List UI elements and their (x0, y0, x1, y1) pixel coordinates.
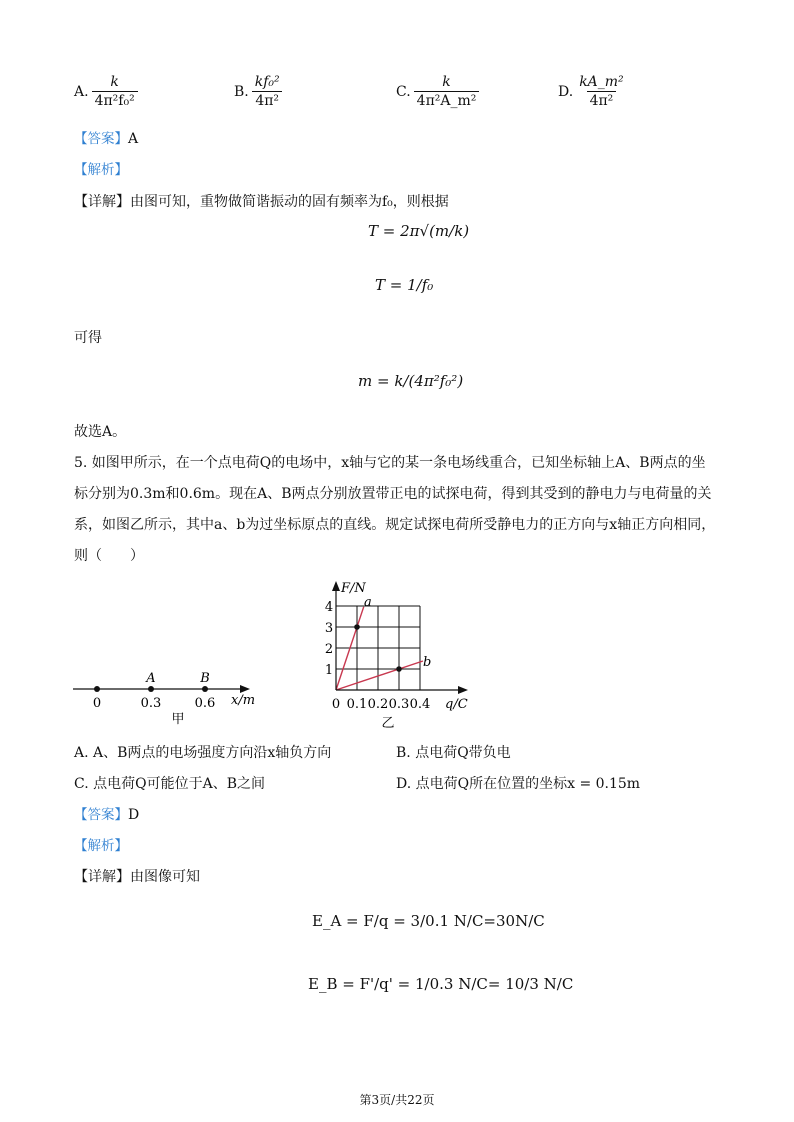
answer-value: D (128, 807, 140, 823)
label-point-b: B (200, 671, 210, 686)
option-5a: A. A、B两点的电场强度方向沿x轴负方向 (74, 745, 332, 761)
option-label: C. (396, 83, 411, 100)
x-tick-label: 0 (331, 697, 341, 712)
analysis-line-5 (74, 835, 128, 857)
tick-label: 0.6 (194, 696, 216, 711)
x-tick-label: 0.2 (367, 697, 389, 712)
answer-line-4 (74, 128, 138, 150)
detail-line-5 (74, 866, 200, 888)
y-tick-label: 2 (324, 642, 334, 657)
figure-caption-jia: 甲 (171, 712, 185, 727)
figure-jia (70, 660, 270, 730)
tick-label: 0.3 (140, 696, 162, 711)
x-axis-arrow-icon (458, 686, 468, 694)
option-label: A. (74, 83, 89, 100)
data-point-a (354, 624, 360, 630)
line-a-label: a (364, 595, 372, 610)
point-a (148, 686, 154, 692)
x-tick-label: 0.4 (409, 697, 431, 712)
frac-num: kf₀² (254, 74, 280, 90)
equation-mass: m = k/(4π²f₀²) (358, 372, 464, 390)
equation-field-b: E_B = F'/q' = 1/0.3 N/C= 10/3 N/C (308, 975, 574, 993)
point-b (202, 686, 208, 692)
axis-label-x: x/m (231, 693, 256, 708)
detail-tag: 【详解】 (74, 194, 130, 210)
x-axis-label: q/C (445, 697, 468, 712)
frac-num: kA_m² (579, 74, 624, 90)
tick-label: 0 (92, 696, 102, 711)
figure-caption-yi: 乙 (381, 716, 395, 731)
answer-tag: 【答案】 (74, 131, 128, 147)
question-5-line-3: 系，如图乙所示，其中a、b为过坐标原点的直线。规定试探电荷所受静电力的正方向与x轴正方向相同， (74, 517, 716, 533)
analysis-tag: 【解析】 (74, 838, 128, 854)
y-tick-label: 1 (324, 663, 334, 678)
y-axis-label: F/N (341, 581, 366, 596)
equation-field-a: E_A = F/q = 3/0.1 N/C=30N/C (312, 912, 545, 930)
answer-tag: 【答案】 (74, 807, 128, 823)
y-tick-label: 3 (324, 621, 334, 636)
detail-tag: 【详解】 (74, 869, 130, 885)
option-5b: B. 点电荷Q带负电 (396, 745, 511, 761)
y-axis-arrow-icon (332, 581, 340, 591)
option-4c (396, 74, 482, 109)
question-5-line-1: 5. 如图甲所示，在一个点电荷Q的电场中，x轴与它的某一条电场线重合，已知坐标轴上A、B两点的坐 (74, 455, 706, 471)
question-5-line-2: 标分别为0.3m和0.6m。现在A、B两点分别放置带正电的试探电荷，得到其受到的静电力与电荷量的关 (74, 486, 712, 502)
analysis-tag: 【解析】 (74, 162, 128, 178)
figure-yi (320, 575, 480, 740)
frac-den: 4π² (587, 91, 617, 109)
series-line-b (336, 661, 423, 690)
x-axis-arrow-icon (240, 685, 250, 693)
frac-den: 4π² (252, 91, 282, 109)
derive-line: 可得 (74, 330, 102, 346)
analysis-line-4 (74, 159, 128, 181)
option-fraction (92, 74, 138, 109)
detail-text: 由图像可知 (130, 869, 200, 885)
label-point-a: A (146, 671, 156, 686)
option-label: B. (234, 83, 249, 100)
option-5d: D. 点电荷Q所在位置的坐标x = 0.15m (396, 776, 641, 792)
option-4d (558, 74, 630, 109)
line-b-label: b (423, 655, 432, 670)
x-tick-label: 0.1 (346, 697, 368, 712)
option-fraction (252, 74, 283, 109)
origin-point (94, 686, 100, 692)
frac-den: 4π²f₀² (92, 91, 138, 109)
data-point-b (396, 666, 402, 672)
option-fraction (576, 74, 626, 109)
answer-value: A (128, 131, 139, 147)
option-4b (234, 74, 286, 109)
detail-line-4 (74, 191, 449, 213)
option-5c: C. 点电荷Q可能位于A、B之间 (74, 776, 265, 792)
frac-num: k (110, 74, 119, 90)
chart-grid (336, 606, 420, 690)
answer-line-5 (74, 804, 139, 826)
equation-period-frequency: T = 1/f₀ (375, 276, 434, 294)
frac-den: 4π²A_m² (414, 91, 480, 109)
question-5-line-4: 则（ ） (74, 548, 144, 564)
y-tick-label: 4 (324, 600, 334, 615)
detail-text: 由图可知，重物做简谐振动的固有频率为f₀，则根据 (130, 194, 449, 210)
option-label: D. (558, 83, 574, 100)
equation-period-mass: T = 2π√(m/k) (368, 222, 470, 240)
option-4a (74, 74, 141, 109)
option-fraction (414, 74, 480, 109)
conclusion-line: 故选A。 (74, 424, 127, 440)
x-tick-label: 0.3 (388, 697, 410, 712)
page-footer: 第3页/共22页 (359, 1093, 435, 1107)
frac-num: k (442, 74, 451, 90)
